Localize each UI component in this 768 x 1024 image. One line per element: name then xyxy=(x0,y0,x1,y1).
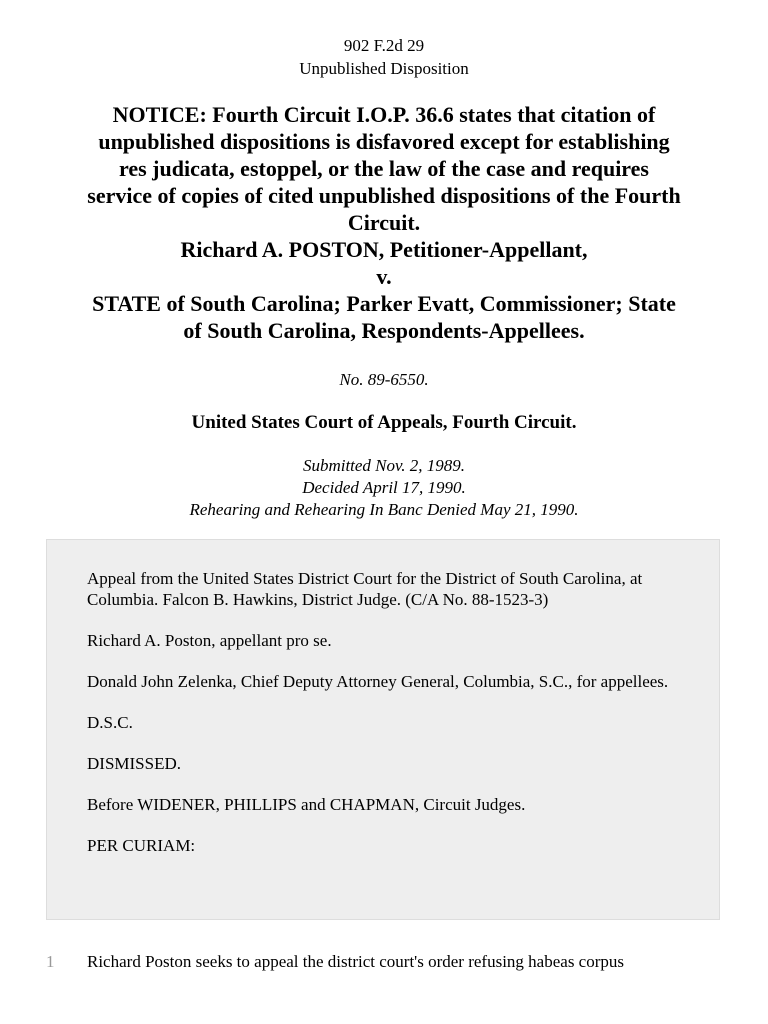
submitted-date: Submitted Nov. 2, 1989. xyxy=(302,456,466,475)
docket-number: No. 89-6550. xyxy=(339,370,429,389)
notice-line: Circuit. xyxy=(347,210,421,235)
district-code: D.S.C. xyxy=(87,713,133,732)
decided-date: Decided April 17, 1990. xyxy=(302,478,466,497)
appellees-party-line: of South Carolina, Respondents-Appellees. xyxy=(183,318,585,343)
rehearing-date: Rehearing and Rehearing In Banc Denied May 21, 1990. xyxy=(189,500,579,519)
syllabus-content xyxy=(87,568,677,876)
appellee-counsel: Donald John Zelenka, Chief Deputy Attorney General, Columbia, S.C., for appellees. xyxy=(87,672,669,691)
case-dates xyxy=(0,455,768,521)
citation-header xyxy=(0,34,768,80)
notice-line: NOTICE: Fourth Circuit I.O.P. 36.6 states that citation of xyxy=(112,102,656,127)
court-name: United States Court of Appeals, Fourth Circuit. xyxy=(191,412,577,433)
disposition-result: DISMISSED. xyxy=(87,754,181,773)
appellees-party-line: STATE of South Carolina; Parker Evatt, Commissioner; State xyxy=(92,291,676,316)
notice-line: res judicata, estoppel, or the law of the case and requires xyxy=(118,156,649,181)
appeal-from-text: Appeal from the United States District Court for the District of South Carolina, at Columbia. Falcon B. Hawkins, District Judge. (C/A No. 88-1523-3) xyxy=(87,569,643,609)
notice-line: unpublished dispositions is disfavored except for establishing xyxy=(98,129,670,154)
notice-line: service of copies of cited unpublished dispositions of the Fourth xyxy=(87,183,681,208)
per-curiam-label: PER CURIAM: xyxy=(87,836,196,855)
disposition-label: Unpublished Disposition xyxy=(299,59,469,78)
paragraph-text: Richard Poston seeks to appeal the district court's order refusing habeas corpus xyxy=(87,952,625,971)
versus-label: v. xyxy=(376,264,392,289)
syllabus-box xyxy=(46,539,720,920)
case-title xyxy=(40,101,728,344)
appellant-counsel: Richard A. Poston, appellant pro se. xyxy=(87,631,332,650)
appellant-party: Richard A. POSTON, Petitioner-Appellant, xyxy=(180,237,588,262)
judges-panel: Before WIDENER, PHILLIPS and CHAPMAN, Circuit Judges. xyxy=(87,795,526,814)
paragraph-number[interactable]: 1 xyxy=(46,952,55,971)
reporter-citation: 902 F.2d 29 xyxy=(343,36,425,55)
